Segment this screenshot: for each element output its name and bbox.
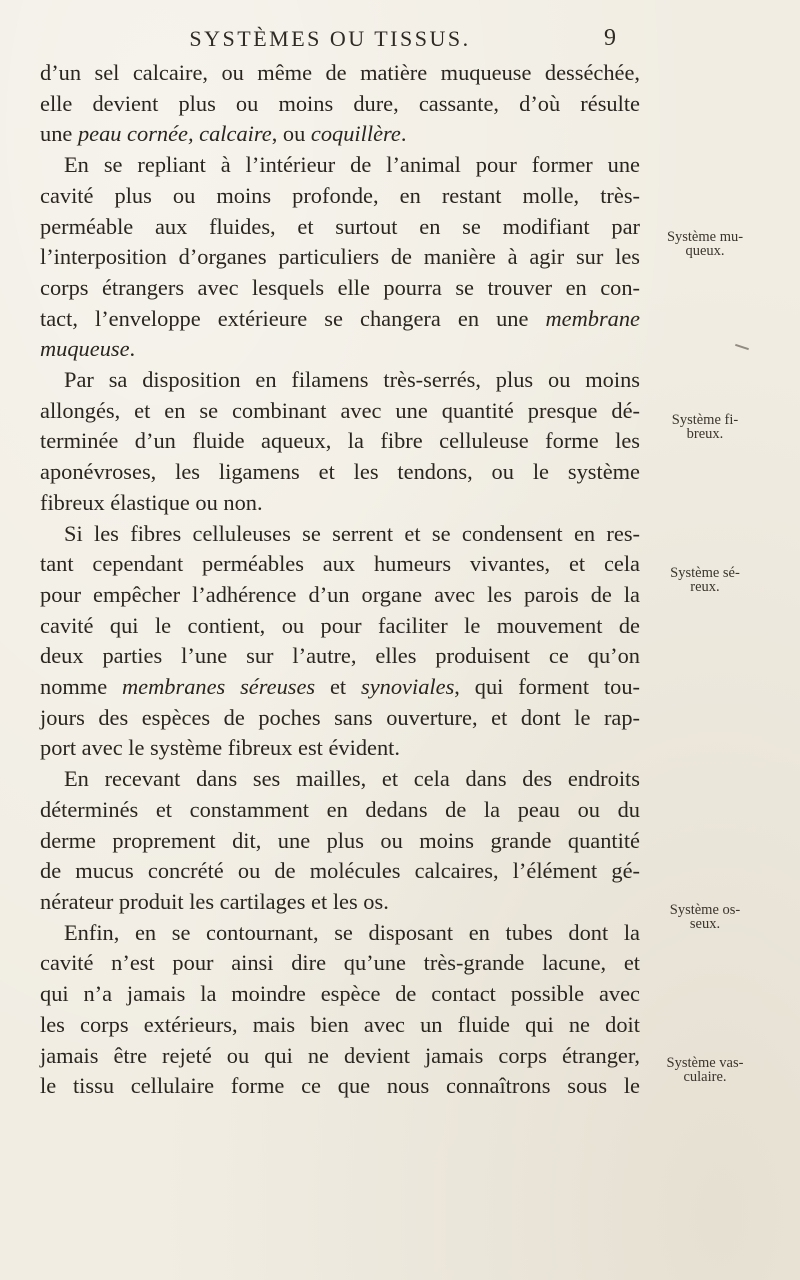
text-run: les corps extérieurs, mais bien avec un fluide qui ne doit [40, 1011, 640, 1037]
text-run: deux parties l’une sur l’autre, elles produisent ce qu’on [40, 643, 640, 669]
text-run: Enfin, en se contournant, se disposant en tubes dont la [64, 919, 640, 945]
text-line [40, 611, 640, 642]
italic-term: peau cornée, calcaire [77, 121, 272, 147]
text-run: qui n’a jamais la moindre espèce de contact possible avec [40, 981, 640, 1007]
margin-note-line: Système vas- [666, 1055, 744, 1071]
text-run: nérateur produit les cartilages et les os. [40, 888, 389, 914]
margin-note-systeme-vasculaire [650, 1056, 760, 1084]
body-text [40, 58, 640, 1102]
text-line [40, 150, 640, 181]
text-line [40, 918, 640, 949]
text-line [40, 1041, 640, 1072]
text-run: , qui forment tou- [454, 674, 641, 700]
text-line [40, 365, 640, 396]
text-run: et [315, 674, 362, 700]
text-run: elle devient plus ou moins dure, cassante, d’où résulte [40, 90, 640, 116]
margin-note-line: reux. [690, 579, 720, 595]
text-run: fibreux élastique ou non. [40, 489, 263, 515]
text-line [40, 948, 640, 979]
text-line [40, 457, 640, 488]
text-run: . [129, 336, 136, 362]
margin-note-systeme-fibreux [650, 413, 760, 441]
paragraph [40, 764, 640, 918]
text-line [40, 89, 640, 120]
stray-ink-mark [735, 344, 749, 350]
paragraph [40, 365, 640, 519]
text-line [40, 549, 640, 580]
text-line [40, 212, 640, 243]
text-run: terminée d’un fluide aqueux, la fibre celluleuse forme les [40, 428, 640, 454]
margin-note-line: culaire. [683, 1069, 727, 1085]
text-line [40, 826, 640, 857]
text-run: cavité n’est pour ainsi dire qu’une très-grande lacune, et [40, 950, 640, 976]
paragraph [40, 58, 640, 150]
margin-note-line: Système sé- [670, 565, 740, 581]
paragraph [40, 918, 640, 1102]
text-run: cavité qui le contient, ou pour faciliter le mouvement de [40, 612, 640, 638]
italic-term: coquillère [310, 121, 401, 147]
text-line [40, 887, 640, 918]
text-line [40, 488, 640, 519]
text-run: . [400, 121, 407, 147]
text-run: aponévroses, les ligamens et les tendons, ou le système [40, 459, 640, 485]
text-run: cavité plus ou moins profonde, en restant molle, très- [40, 182, 640, 208]
text-line [40, 334, 640, 365]
text-line [40, 672, 640, 703]
page-number: 9 [604, 25, 616, 51]
text-run: de mucus concrété ou de molécules calcaires, l’élément gé- [40, 858, 640, 884]
text-line [40, 764, 640, 795]
text-run: port avec le système fibreux est évident. [40, 735, 400, 761]
text-run: allongés, et en se combinant avec une quantité presque dé- [40, 397, 640, 423]
italic-term: synoviales [361, 674, 455, 700]
text-line [40, 181, 640, 212]
text-line [40, 856, 640, 887]
paragraph [40, 150, 640, 365]
text-line [40, 1071, 640, 1102]
text-run: Par sa disposition en filamens très-serrés, plus ou moins [64, 367, 640, 393]
italic-term: membranes séreuses [122, 674, 316, 700]
text-line [40, 273, 640, 304]
margin-note-line: Système mu- [666, 229, 744, 245]
margin-note-line: Système os- [669, 902, 741, 918]
text-run: En recevant dans ses mailles, et cela dans des endroits [64, 766, 640, 792]
text-run: l’interposition d’organes particuliers de manière à agir sur les [40, 244, 640, 270]
text-run: pour empêcher l’adhérence d’un organe avec les parois de la [40, 581, 640, 607]
text-run: jours des espèces de poches sans ouverture, et dont le rap- [40, 704, 640, 730]
text-run: nomme [40, 674, 123, 700]
text-line [40, 733, 640, 764]
text-line [40, 58, 640, 89]
text-run: jamais être rejeté ou qui ne devient jamais corps étranger, [40, 1042, 640, 1068]
margin-note-line: queux. [685, 243, 725, 259]
text-run: derme proprement dit, une plus ou moins grande quantité [40, 827, 640, 853]
text-line [40, 396, 640, 427]
text-run: d’un sel calcaire, ou même de matière muqueuse desséchée, [40, 60, 640, 85]
text-run: perméable aux fluides, et surtout en se modifiant par [40, 213, 640, 239]
text-line [40, 641, 640, 672]
text-run: tact, l’enveloppe extérieure se changera en une [40, 305, 546, 331]
margin-note-line: breux. [686, 426, 724, 442]
margin-note-systeme-muqueux [650, 230, 760, 258]
text-run: le tissu cellulaire forme ce que nous connaîtrons sous le [40, 1073, 640, 1099]
margin-note-line: seux. [689, 916, 721, 932]
margin-note-systeme-sereux [650, 566, 760, 594]
text-run: Si les fibres celluleuses se serrent et se condensent en res- [64, 520, 640, 546]
text-line [40, 519, 640, 550]
text-run: tant cependant perméables aux humeurs vivantes, et cela [40, 551, 640, 577]
text-line [40, 119, 640, 150]
text-run: une [40, 121, 78, 147]
margin-note-line: Système fi- [671, 412, 739, 428]
text-run: corps étrangers avec lesquels elle pourra se trouver en con- [40, 274, 640, 300]
text-line [40, 426, 640, 457]
margin-note-systeme-osseux [650, 903, 760, 931]
italic-term: membrane [545, 305, 640, 331]
running-title: SYSTÈMES OU TISSUS. [189, 26, 471, 51]
text-run: , ou [271, 121, 311, 147]
text-line [40, 703, 640, 734]
text-line [40, 795, 640, 826]
text-line [40, 580, 640, 611]
text-run: déterminés et constamment en dedans de la peau ou du [40, 796, 640, 822]
text-line [40, 1010, 640, 1041]
text-line [40, 242, 640, 273]
text-run: En se repliant à l’intérieur de l’animal pour former une [64, 152, 640, 178]
text-line [40, 304, 640, 335]
paragraph [40, 519, 640, 765]
italic-term: muqueuse [40, 336, 130, 362]
text-line [40, 979, 640, 1010]
